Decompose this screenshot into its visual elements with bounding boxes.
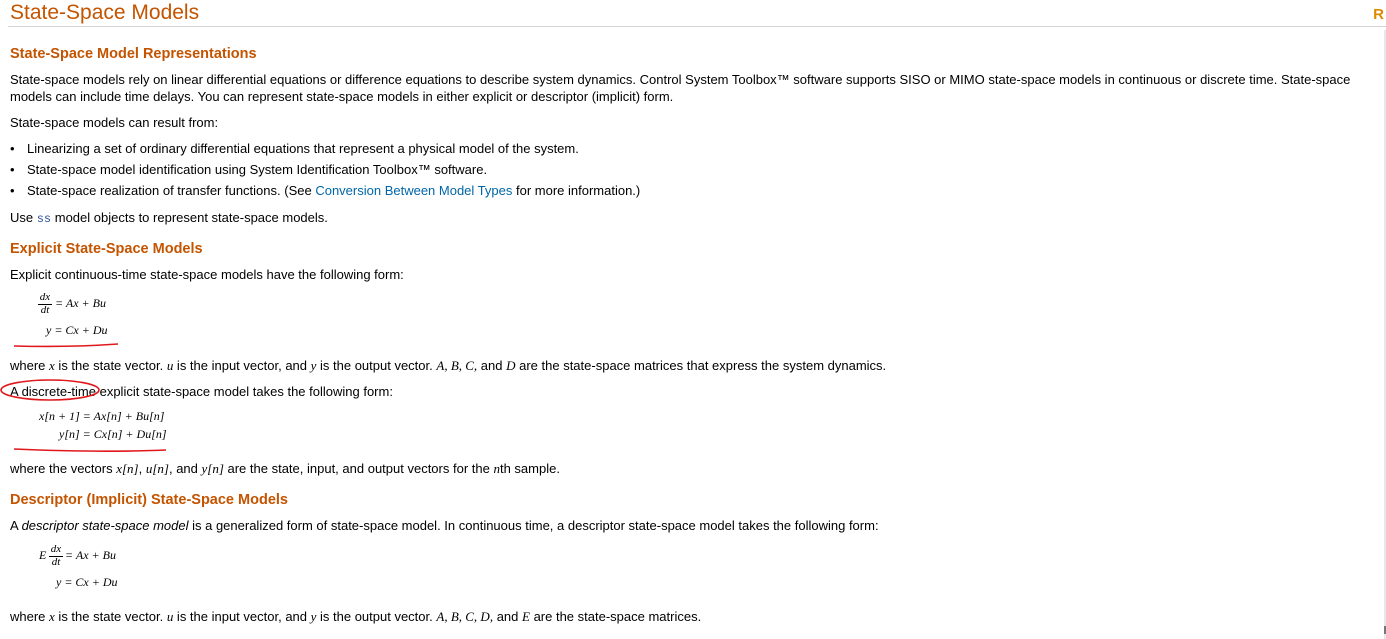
text: A xyxy=(10,518,22,533)
text: where xyxy=(10,609,50,624)
bullet-text-tail: for more information.) xyxy=(512,183,641,198)
math-u: u xyxy=(166,609,174,624)
text: , and xyxy=(168,461,202,476)
text: is the state vector. xyxy=(54,358,167,373)
bullet-text: State-space realization of transfer functions. (See xyxy=(27,183,316,198)
text: are the state-space matrices. xyxy=(529,609,702,624)
math-E: E xyxy=(522,609,530,624)
text: where the vectors xyxy=(10,461,117,476)
discrete-time-phrase: A discrete-time xyxy=(10,384,96,399)
bullet-dot: • xyxy=(10,162,15,177)
explicit-equation-2: y = Cx + Du xyxy=(46,323,108,337)
math-x: x xyxy=(49,358,55,373)
fraction-numerator: dx xyxy=(39,291,51,303)
text: are the state, input, and output vectors for the xyxy=(223,461,494,476)
text: is the input vector, and xyxy=(173,609,311,624)
text: is the input vector, and xyxy=(173,358,311,373)
equation-rhs: = Ax + Bu xyxy=(55,296,106,310)
math-y: y[n] xyxy=(201,461,224,476)
text: th sample. xyxy=(499,461,560,476)
conversion-between-model-types-link[interactable]: Conversion Between Model Types xyxy=(315,183,513,198)
section-heading-explicit: Explicit State-Space Models xyxy=(10,241,203,257)
text: are the state-space matrices that express the system dynamics. xyxy=(515,358,887,373)
text: is the output vector. xyxy=(316,358,437,373)
underline-explicit-equations xyxy=(14,344,118,346)
intro-paragraph: State-space models rely on linear differential equations or difference equations to describe system dynamics. Control System Toolbox™ software supports SISO or MIMO state-space models in continuous or discrete time. State-space models can include time delays. You can represent state-space models in either explicit or descriptor (implicit) form. xyxy=(10,72,1351,104)
right-edge-marker: R xyxy=(1373,6,1384,23)
fraction-numerator: dx xyxy=(50,543,62,555)
bullet-dot: • xyxy=(10,183,15,198)
section-heading-representations: State-Space Model Representations xyxy=(10,46,257,62)
result-from-text: State-space models can result from: xyxy=(10,115,219,130)
use-text-pre: Use xyxy=(10,210,37,225)
text: is the output vector. xyxy=(316,609,437,624)
bullet-text: Linearizing a set of ordinary differential equations that represent a physical model of the system. xyxy=(27,141,579,156)
text: and xyxy=(493,609,522,624)
descriptor-term: descriptor state-space model xyxy=(21,518,189,533)
bullet-text: State-space model identification using System Identification Toolbox™ software. xyxy=(27,162,488,177)
explicit-intro: Explicit continuous-time state-space models have the following form: xyxy=(10,267,404,282)
math-x: x xyxy=(49,609,55,624)
fraction-denominator: dt xyxy=(40,304,50,316)
equation-rhs: = Ax + Bu xyxy=(65,548,116,562)
math-matrices: A, B, C, xyxy=(436,358,478,373)
circle-discrete-time xyxy=(1,380,99,400)
use-text-post: model objects to represent state-space models. xyxy=(51,210,328,225)
descriptor-equation-2: y = Cx + Du xyxy=(56,575,118,589)
section-heading-descriptor: Descriptor (Implicit) State-Space Models xyxy=(10,492,288,508)
bullet-dot: • xyxy=(10,141,15,156)
math-x: x[n] xyxy=(116,461,139,476)
discrete-equation-2: y[n] = Cx[n] + Du[n] xyxy=(59,427,167,441)
underline-discrete-equations xyxy=(14,449,166,451)
text: is a generalized form of state-space model. In continuous time, a descriptor state-space model takes the following form: xyxy=(188,518,879,533)
discrete-intro-rest: explicit state-space model takes the following form: xyxy=(95,384,393,399)
math-n: n xyxy=(493,461,500,476)
text: and xyxy=(477,358,507,373)
math-y: y xyxy=(310,609,317,624)
math-y: y xyxy=(310,358,317,373)
math-matrices: A, B, C, D, xyxy=(436,609,494,624)
discrete-equation-1: x[n + 1] = Ax[n] + Bu[n] xyxy=(39,409,165,423)
math-E: E xyxy=(39,548,47,562)
math-u: u xyxy=(166,358,174,373)
text: , xyxy=(138,461,146,476)
text: is the state vector. xyxy=(54,609,167,624)
math-u: u[n] xyxy=(145,461,169,476)
page-title: State-Space Models xyxy=(10,1,200,24)
ss-code: ss xyxy=(36,212,52,226)
fraction-denominator: dt xyxy=(51,556,61,568)
math-D: D xyxy=(506,358,516,373)
text: where xyxy=(10,358,50,373)
